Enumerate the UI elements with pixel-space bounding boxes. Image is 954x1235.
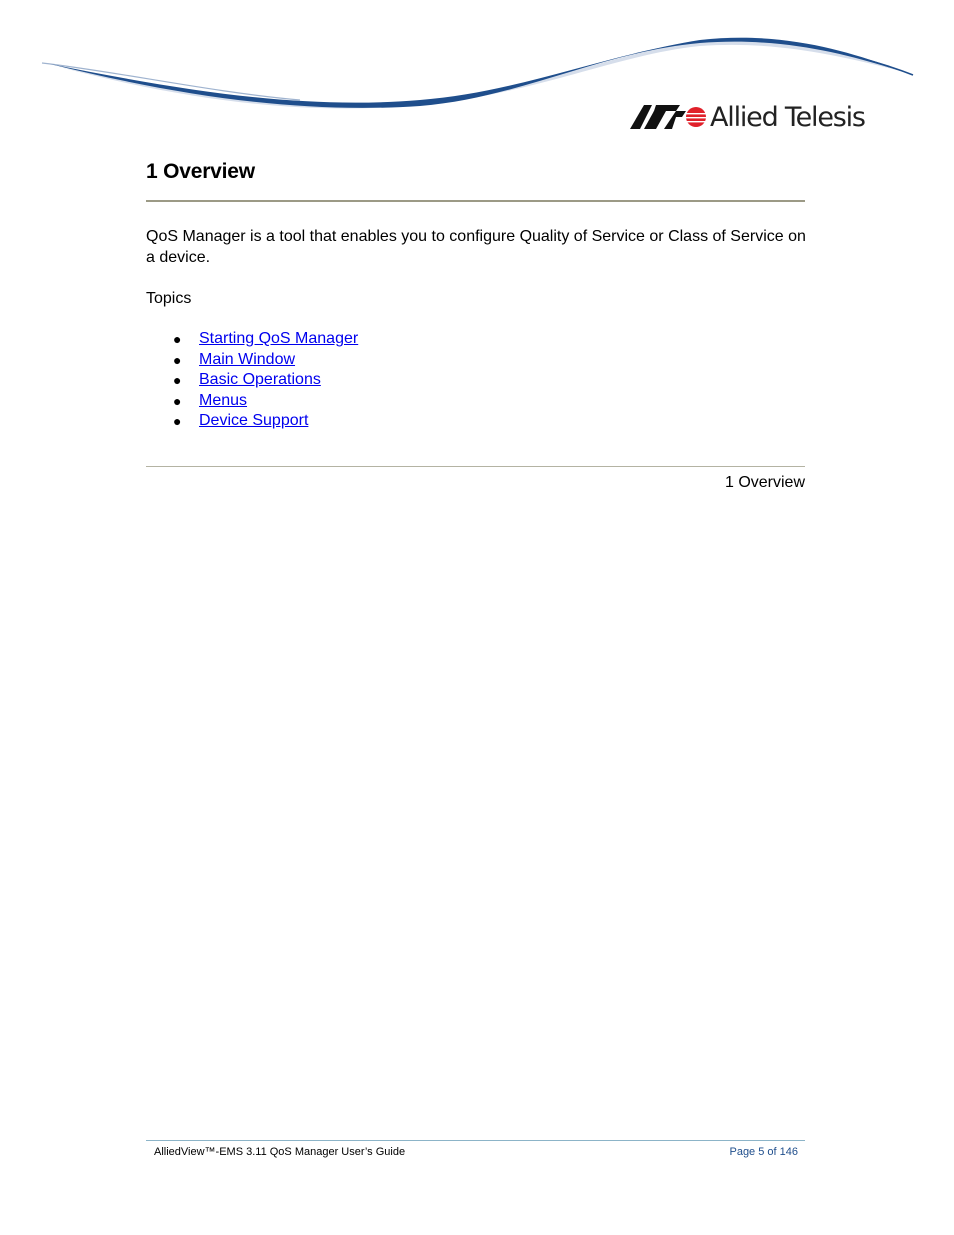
topic-link-starting-qos-manager[interactable]: Starting QoS Manager	[199, 330, 359, 347]
topic-link-menus[interactable]: Menus	[199, 391, 248, 409]
bullet-icon: ●	[173, 351, 182, 368]
topics-label: Topics	[146, 290, 192, 307]
footer-guide-title: AlliedView™-EMS 3.11 QoS Manager User’s Guide	[154, 1146, 406, 1158]
brand-logo	[630, 100, 865, 134]
section-end-divider	[146, 466, 805, 467]
intro-paragraph: QoS Manager is a tool that enables you to configure Quality of Service or Class of Service on a device.	[146, 228, 806, 266]
topic-link-device-support[interactable]: Device Support	[199, 412, 309, 429]
list-item	[146, 370, 358, 391]
topic-link-main-window[interactable]: Main Window	[199, 350, 296, 368]
list-item	[146, 391, 358, 412]
footer-page-number: Page 5 of 146	[729, 1146, 798, 1158]
list-item	[146, 350, 358, 371]
topic-link-basic-operations[interactable]: Basic Operations	[199, 371, 321, 388]
page-title: 1 Overview	[146, 160, 255, 183]
list-item	[146, 329, 358, 350]
list-item	[146, 411, 358, 432]
bullet-icon: ●	[173, 413, 182, 429]
title-divider	[146, 200, 805, 202]
bullet-icon: ●	[173, 372, 182, 388]
allied-telesis-logo-icon	[630, 103, 706, 131]
bullet-icon: ●	[173, 392, 182, 409]
footer-divider	[146, 1140, 805, 1141]
topics-list	[146, 329, 358, 432]
section-end-title: 1 Overview	[724, 474, 805, 491]
brand-name: Allied Telesis	[710, 101, 865, 133]
bullet-icon: ●	[173, 331, 182, 347]
